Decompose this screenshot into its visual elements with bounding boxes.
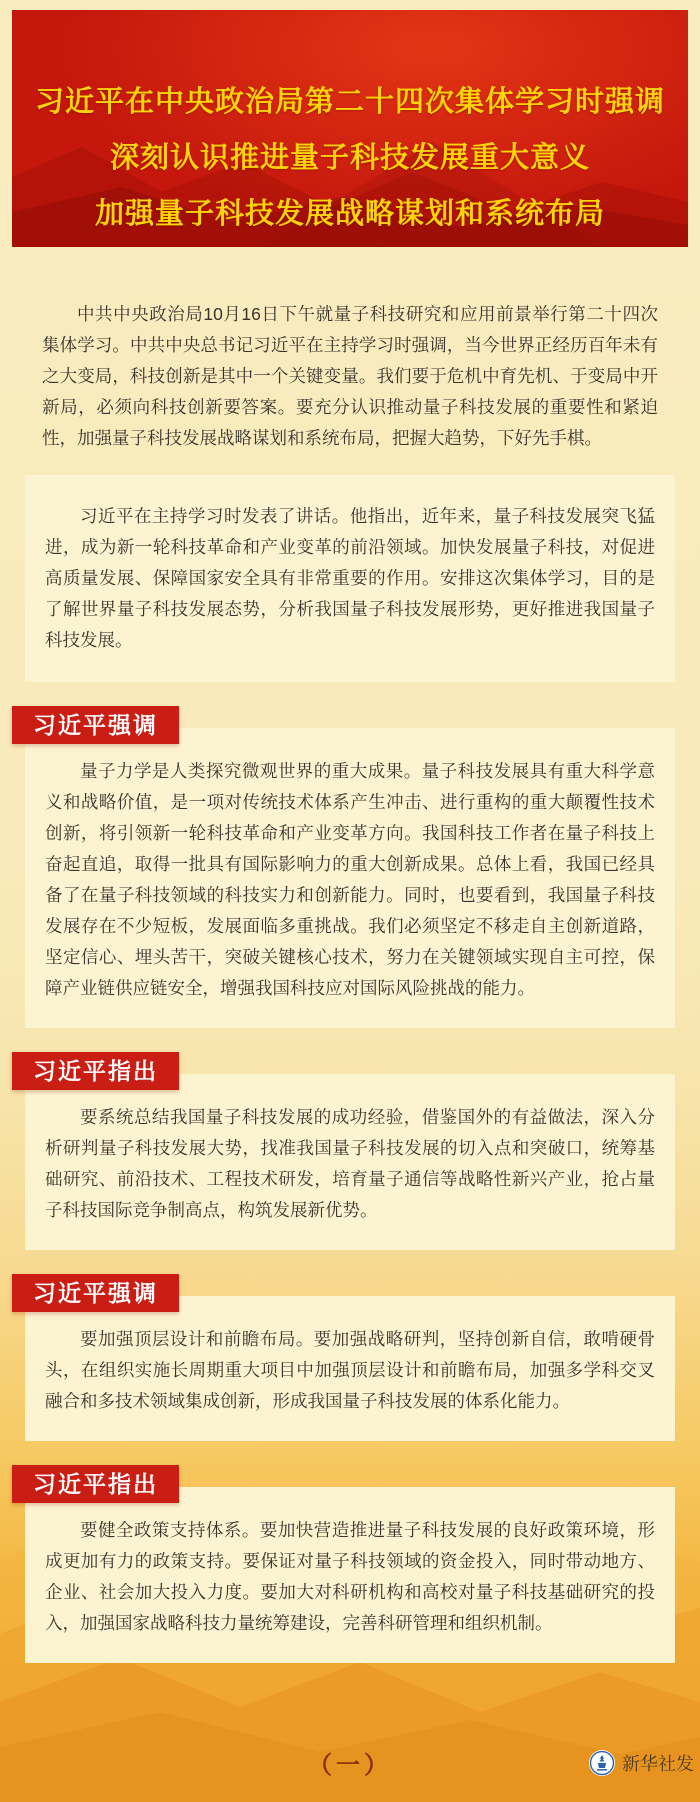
banner-title-block <box>12 10 688 242</box>
title-line-2: 深刻认识推进量子科技发展重大意义 <box>109 142 590 174</box>
agency-credit-text: 新华社发 <box>622 1754 694 1774</box>
quote-card-2 <box>25 1074 675 1250</box>
quote-card-3 <box>25 1296 675 1441</box>
title-line-1: 习近平在中央政治局第二十四次集体学习时强调 <box>34 86 665 118</box>
title-line-3: 加强量子科技发展战略谋划和系统布局 <box>94 198 605 230</box>
badge-xi-pointed-out-1: 习近平指出 <box>12 1052 179 1090</box>
badge-xi-emphasized-1: 习近平强调 <box>12 706 179 744</box>
quote-card-4 <box>25 1487 675 1663</box>
quote-section-1 <box>0 682 700 1028</box>
quote-section-2 <box>0 1028 700 1250</box>
speech-summary-text: 习近平在主持学习时发表了讲话。他指出，近年来，量子科技发展突飞猛进，成为新一轮科技革命和产业变革的前沿领域。加快发展量子科技，对促进高质量发展、保障国家安全具有非常重要的作用。安排这次集体学习，目的是了解世界量子科技发展态势，分析我国量子科技发展形势，更好推进我国量子科技发展。 <box>45 506 655 650</box>
quote-section-3 <box>0 1250 700 1441</box>
lead-paragraph: 中共中央政治局10月16日下午就量子科技研究和应用前景举行第二十四次集体学习。中共中央总书记习近平在主持学习时强调，当今世界正经历百年未有之大变局，科技创新是其中一个关键变量。我们要于危机中育先机、于变局中开新局，必须向科技创新要答案。要充分认识推动量子科技发展的重要性和紧迫性，加强量子科技发展战略谋划和系统布局，把握大趋势，下好先手棋。 <box>42 304 658 448</box>
quote-card-1 <box>25 728 675 1028</box>
quote-text-3: 要加强顶层设计和前瞻布局。要加强战略研判，坚持创新自信，敢啃硬骨头，在组织实施长周期重大项目中加强顶层设计和前瞻布局，加强多学科交叉融合和多技术领域集成创新，形成我国量子科技发展的体系化能力。 <box>45 1329 655 1411</box>
quote-text-4: 要健全政策支持体系。要加快营造推进量子科技发展的良好政策环境，形成更加有力的政策支持。要保证对量子科技领域的资金投入，同时带动地方、企业、社会加大投入力度。要加大对科研机构和高校对量子科技基础研究的投入，加强国家战略科技力量统筹建设，完善科研管理和组织机制。 <box>45 1520 655 1633</box>
quote-text-2: 要系统总结我国量子科技发展的成功经验，借鉴国外的有益做法，深入分析研判量子科技发展大势，找准我国量子科技发展的切入点和突破口，统筹基础研究、前沿技术、工程技术研发，培育量子通信等战略性新兴产业，抢占量子科技国际竞争制高点，构筑发展新优势。 <box>45 1107 655 1220</box>
speech-summary-card <box>25 475 675 682</box>
quote-text-1: 量子力学是人类探究微观世界的重大成果。量子科技发展具有重大科学意义和战略价值，是一项对传统技术体系产生冲击、进行重构的重大颠覆性技术创新，将引领新一轮科技革命和产业变革方向。我国科技工作者在量子科技上奋起直追，取得一批具有国际影响力的重大创新成果。总体上看，我国已经具备了在量子科技领域的科技实力和创新能力。同时，也要看到，我国量子科技发展存在不少短板，发展面临多重挑战。我们必须坚定不移走自主创新道路，坚定信心、埋头苦干，突破关键核心技术，努力在关键领域实现自主可控，保障产业链供应链安全，增强我国科技应对国际风险挑战的能力。 <box>45 761 655 998</box>
xinhua-logo-icon <box>589 1750 615 1776</box>
title-banner <box>12 10 688 247</box>
badge-xi-pointed-out-2: 习近平指出 <box>12 1465 179 1503</box>
agency-credit <box>589 1750 694 1776</box>
page-number: （一） <box>308 1752 392 1779</box>
quote-section-4 <box>0 1441 700 1663</box>
badge-xi-emphasized-2: 习近平强调 <box>12 1274 179 1312</box>
content-column <box>0 10 700 1663</box>
